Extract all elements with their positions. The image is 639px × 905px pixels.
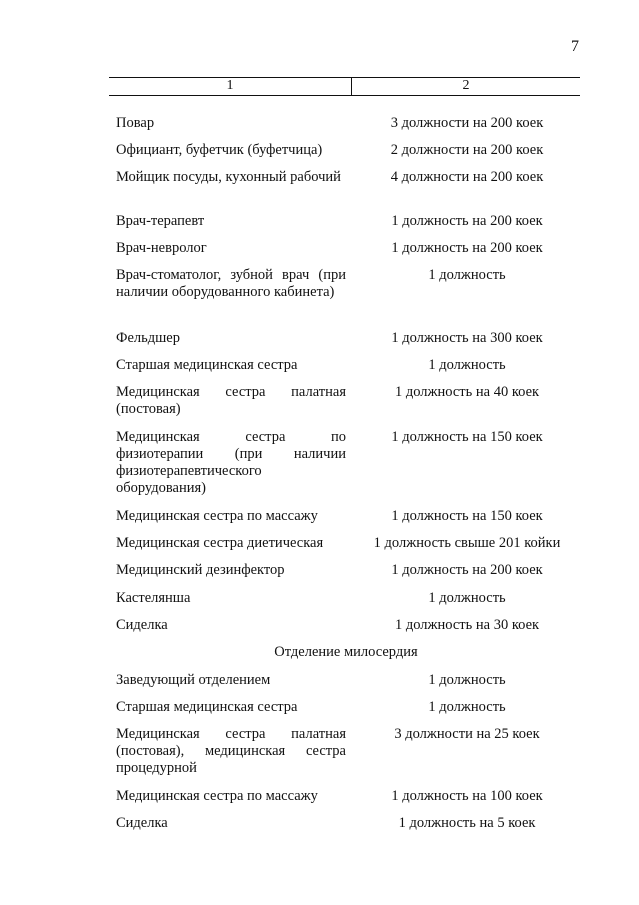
position-quantity: 1 должность на 200 коек [391,240,543,256]
position-name: Фельдшер [116,330,180,346]
position-name: Сиделка [116,815,168,831]
position-name: Медицинская сестра по массажу [116,788,318,804]
position-name: Заведующий отделением [116,672,271,688]
position-name: Мойщик посуды, кухонный рабочий [116,169,341,185]
position-name: Врач-невролог [116,240,207,256]
column-header-1: 1 [226,78,234,93]
position-name: Медицинская сестра по массажу [116,508,318,524]
position-quantity: 1 должность на 40 коек [394,384,540,400]
position-quantity: 1 должность [428,699,506,715]
page-number: 7 [571,38,579,55]
position-name: Врач-стоматолог, зубной врач (при наличии оборудованного кабинета) [116,267,346,300]
position-quantity: 1 должность на 300 коек [391,330,543,346]
position-name: Официант, буфетчик (буфетчица) [116,142,323,158]
position-quantity: 1 должность на 200 коек [391,213,543,229]
position-name: Врач-терапевт [116,213,205,229]
table-header-bottom-rule [109,95,580,96]
position-name: Повар [116,115,155,131]
position-name: Старшая медицинская сестра [116,357,298,373]
position-quantity: 1 должность [428,590,506,606]
position-name: Медицинский дезинфектор [116,562,285,578]
position-quantity: 2 должности на 200 коек [390,142,544,158]
position-quantity: 1 должность на 150 коек [391,429,543,445]
position-quantity: 1 должность [428,357,506,373]
position-quantity: 3 должности на 200 коек [390,115,544,131]
position-name: Кастелянша [116,590,191,606]
section-title: Отделение милосердия [274,644,418,660]
position-name: Медицинская сестра палатная (постовая) [116,384,346,417]
column-header-2: 2 [462,78,470,93]
position-name: Старшая медицинская сестра [116,699,298,715]
position-quantity: 1 должность [428,672,506,688]
position-name: Сиделка [116,617,168,633]
position-name: Медицинская сестра по физиотерапии (при наличии физиотерапевтического оборудования) [116,429,346,496]
position-quantity: 1 должность на 200 коек [391,562,543,578]
position-quantity: 1 должность [428,267,506,283]
position-quantity: 1 должность на 100 коек [391,788,543,804]
position-quantity: 4 должности на 200 коек [390,169,544,185]
position-quantity: 3 должности на 25 коек [394,726,540,742]
position-quantity: 1 должность свыше 201 койки [373,535,561,551]
position-quantity: 1 должность на 150 коек [391,508,543,524]
position-quantity: 1 должность на 5 коек [398,815,536,831]
position-name: Медицинская сестра палатная (постовая), медицинская сестра процедурной [116,726,346,776]
position-name: Медицинская сестра диетическая [116,535,324,551]
position-quantity: 1 должность на 30 коек [394,617,540,633]
